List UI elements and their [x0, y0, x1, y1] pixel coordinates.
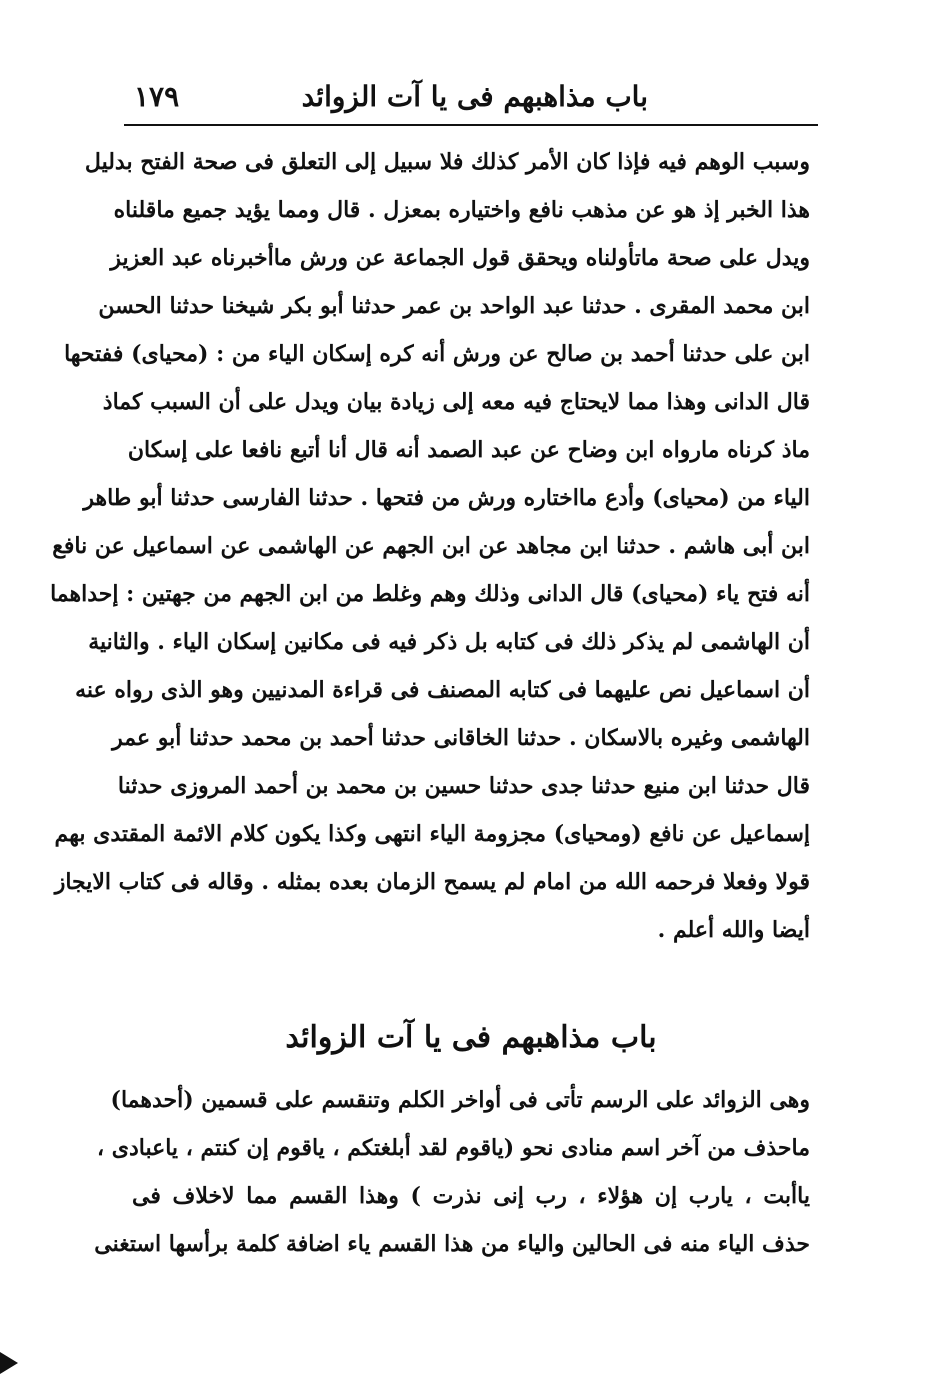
- text-line: هذا الخبر إذ هو عن مذهب نافع واختياره بمعزل . قال ومما يؤيد جميع ماقلناه: [113, 197, 810, 223]
- text-line: ماذ كرناه مارواه ابن وضاح عن عبد الصمد أنه قال أنا أتبع نافعا على إسكان: [127, 437, 810, 463]
- text-line: أنه فتح ياء (محياى) قال الدانى وذلك وهم وغلط من ابن الجهم من جهتين : إحداهما: [50, 581, 810, 607]
- text-line: ابن على حدثنا أحمد بن صالح عن ورش أنه كره إسكان الياء من : (محياى) ففتحها: [64, 341, 810, 367]
- text-line: وهى الزوائد على الرسم تأتى فى أواخر الكلم وتنقسم على قسمين (أحدهما): [110, 1087, 810, 1113]
- paragraph-main: [50, 138, 810, 954]
- text-line: ماحذف من آخر اسم منادى نحو (ياقوم لقد أبلغتكم ، ياقوم إن كنتم ، ياعبادى ،: [96, 1135, 810, 1161]
- text-line: أيضا والله أعلم .: [657, 917, 810, 943]
- section-heading: باب مذاهبهم فى يا آت الزوائد: [285, 1020, 657, 1055]
- text-line: الياء من (محياى) وأدع مااختاره ورش من فتحها . حدثنا الفارسى حدثنا أبو طاهر: [83, 485, 810, 511]
- text-line: وسبب الوهم فيه فإذا كان الأمر كذلك فلا سبيل إلى التعلق فى صحة الفتح بدليل: [84, 149, 810, 175]
- text-line: قال الدانى وهذا مما لايحتاج فيه معه إلى زيادة بيان ويدل على أن السبب كماذ: [102, 389, 810, 415]
- text-line: قولا وفعلا فرحمه الله من امام لم يسمح الزمان بعده بمثله . وقاله فى كتاب الايجاز: [54, 869, 810, 895]
- page-number: ١٧٩: [134, 80, 180, 113]
- text-line: أن الهاشمى لم يذكر ذلك فى كتابه بل ذكر فيه فى مكانين إسكان الياء . والثانية: [88, 629, 810, 655]
- paragraph-section: [94, 1076, 810, 1268]
- text-line: ويدل على صحة ماتأولناه ويحقق قول الجماعة عن ورش ماأخبرناه عبد العزيز: [110, 245, 810, 271]
- text-line: أن اسماعيل نص عليهما فى كتابه المصنف فى قراءة المدنيين وهو الذى رواه عنه: [75, 677, 810, 703]
- margin-arrow-mark: [0, 1352, 18, 1374]
- text-line: إسماعيل عن نافع (ومحياى) مجزومة الياء انتهى وكذا يكون كلام الائمة المقتدى بهم: [54, 821, 810, 847]
- text-line: ابن محمد المقرى . حدثنا عبد الواحد بن عمر حدثنا أبو بكر شيخنا حدثنا الحسن: [98, 293, 810, 319]
- text-line: ياأبت ، يارب إن هؤلاء ، رب إنى نذرت ) وهذا القسم مما لاخلاف فى: [132, 1183, 810, 1209]
- text-line: الهاشمى وغيره بالاسكان . حدثنا الخاقانى حدثنا أحمد بن محمد حدثنا أبو عمر: [112, 725, 810, 751]
- running-title: باب مذاهبهم فى يا آت الزوائد: [301, 80, 648, 113]
- header-divider: [124, 124, 818, 126]
- text-line: حذف الياء منه فى الحالين والياء من هذا القسم ياء اضافة كلمة برأسها استغنى: [94, 1231, 810, 1257]
- text-line: ابن أبى هاشم . حدثنا ابن مجاهد عن ابن الجهم عن الهاشمى عن اسماعيل عن نافع: [52, 533, 810, 559]
- running-header: [124, 76, 818, 122]
- text-line: قال حدثنا ابن منيع حدثنا جدى حدثنا حسين بن محمد بن أحمد المروزى حدثنا: [117, 773, 810, 799]
